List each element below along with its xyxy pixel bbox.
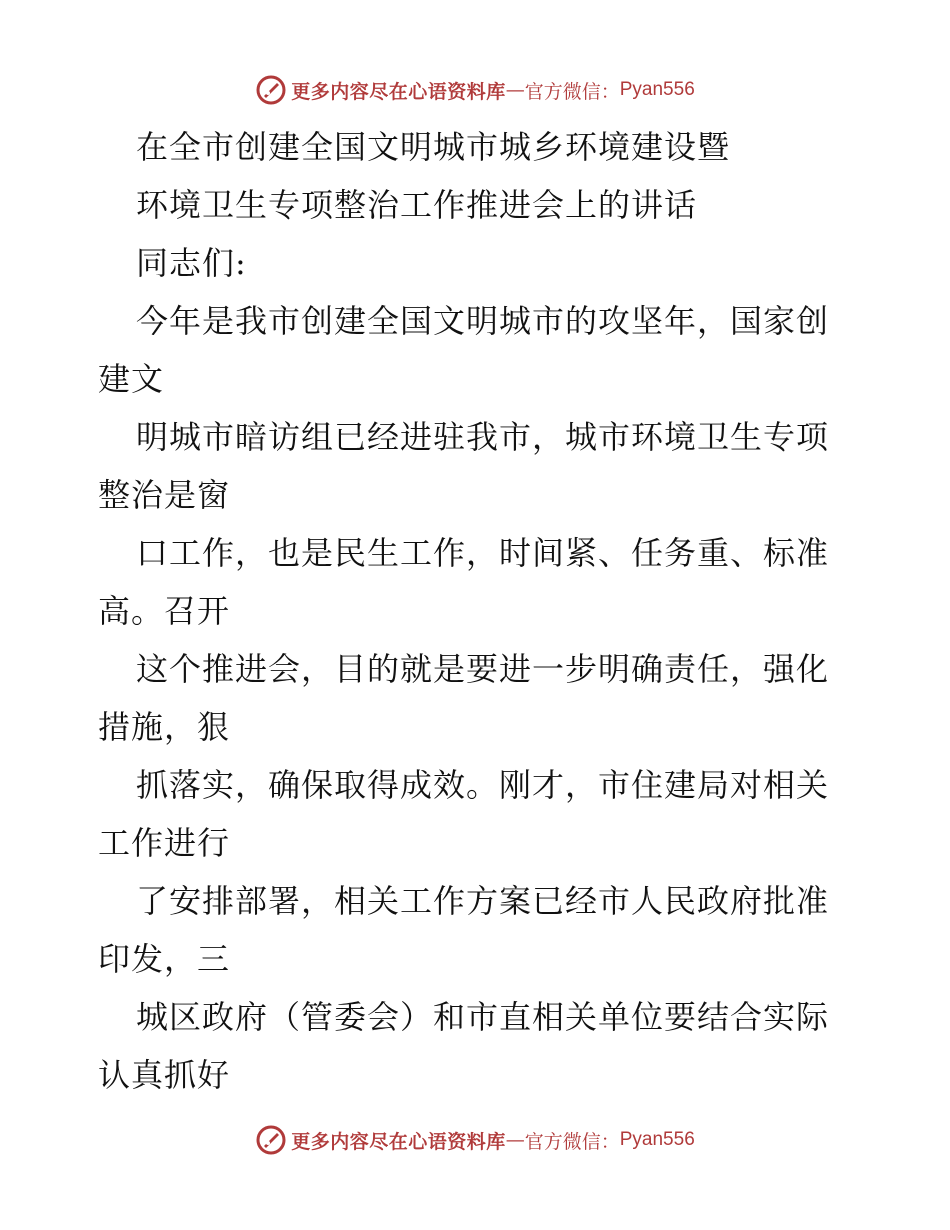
- watermark-wechat-label: 官方微信：: [524, 80, 620, 103]
- watermark-wechat-label: 官方微信：: [524, 1130, 620, 1153]
- watermark-separator: —: [505, 1129, 525, 1151]
- salutation: 同志们:: [136, 244, 247, 282]
- watermark-site-text: 更多内容尽在心语资料库: [291, 1130, 506, 1153]
- document-title-line-2: 环境卫生专项整治工作推进会上的讲话: [136, 186, 698, 224]
- document-title-line-1: 在全市创建全国文明城市城乡环境建设暨: [136, 128, 731, 166]
- paragraph-line: 印发，三: [98, 940, 231, 978]
- document-body: [98, 118, 858, 1104]
- watermark-separator: —: [505, 79, 525, 101]
- paragraph-line: 认真抓好: [98, 1056, 231, 1094]
- paragraph-line: 抓落实，确保取得成效。刚才，市住建局对相关: [136, 766, 830, 804]
- paragraph-line: 了安排部署，相关工作方案已经市人民政府批准: [136, 882, 830, 920]
- paragraph-line: 措施，狠: [98, 708, 231, 746]
- watermark-site-text: 更多内容尽在心语资料库: [291, 80, 506, 103]
- watermark-wechat-id: Pyan556: [619, 1129, 695, 1150]
- paragraph-line: 城区政府（管委会）和市直相关单位要结合实际: [136, 998, 830, 1036]
- paragraph-line: 口工作，也是民生工作，时间紧、任务重、标准: [136, 534, 830, 572]
- paragraph-line: 整治是窗: [98, 476, 231, 514]
- watermark-banner-top: [0, 70, 950, 110]
- paragraph-line: 高。召开: [98, 592, 231, 630]
- paragraph-line: 建文: [98, 360, 165, 398]
- watermark-banner-bottom: [0, 1120, 950, 1160]
- watermark-wechat-id: Pyan556: [619, 79, 695, 100]
- paragraph-line: 工作进行: [98, 824, 231, 862]
- paragraph-line: 明城市暗访组已经进驻我市，城市环境卫生专项: [136, 418, 830, 456]
- quill-pen-icon: [255, 1124, 287, 1156]
- paragraph-line: 今年是我市创建全国文明城市的攻坚年，国家创: [136, 302, 830, 340]
- paragraph-line: 这个推进会，目的就是要进一步明确责任，强化: [136, 650, 830, 688]
- quill-pen-icon: [255, 74, 287, 106]
